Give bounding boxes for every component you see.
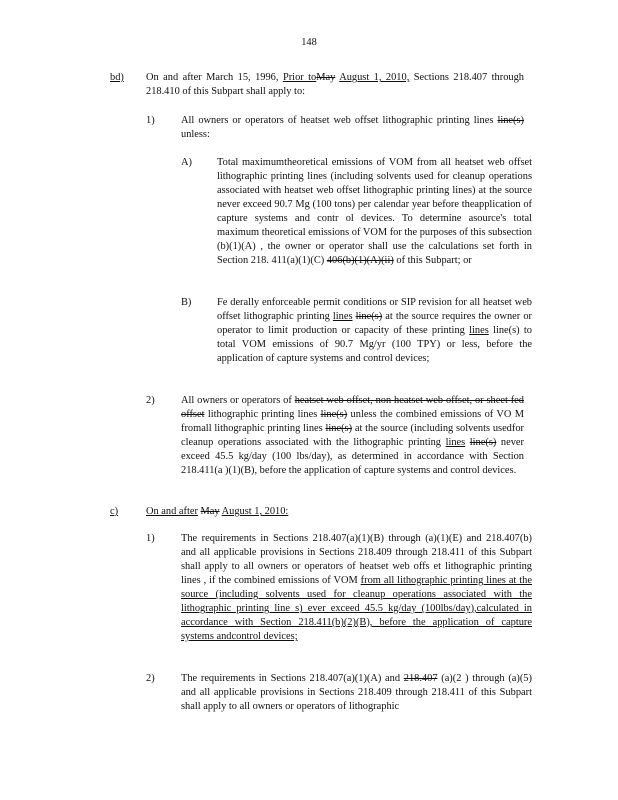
deleted-text: line(s)	[355, 311, 383, 322]
intro-text: through 218.410 of this Subpart shall apply to:	[146, 72, 524, 97]
deleted-text: 218.407	[403, 673, 438, 684]
item-number: 1)	[146, 533, 155, 544]
deleted-text: 406(b)(1)(A)(ii)	[326, 255, 394, 266]
subitem-label: B)	[181, 297, 192, 308]
inserted-text: from all lithographic printing lines at the source (including solvents used for cleanup operations associated with the lithographic printing line s) ever exceed 45.5 kg/day (100lbs/day),calculated in accordance with Section 218.411(b)(2)(B), before the application of capture systems andcontrol devices;	[181, 575, 532, 642]
section-c-intro	[146, 505, 288, 519]
deleted-text: heatset web offset, non heatset web offset, or sheet fed offset	[181, 395, 524, 420]
item-bd-2-text	[181, 394, 524, 478]
page-number: 148	[301, 37, 317, 48]
subitem-label: A)	[181, 157, 192, 168]
deleted-text: May	[316, 72, 336, 83]
paragraph-text: never exceed 45.5 kg/day (100 lbs/day), as determined in accordance with Section 218.411(a )(1)(B), before the application of capture systems and control devices.	[181, 437, 524, 476]
paragraph-text: The requirements in Sections 218.407(a)(1)(A) and	[181, 673, 401, 684]
paragraph-text: at the source (including solvents usedfor cleanup operations associated with the lithographic printing	[181, 423, 524, 448]
deleted-text: line(s)	[320, 409, 348, 420]
subitem-A-text	[217, 156, 532, 268]
deleted-text: line(s)	[325, 423, 353, 434]
paragraph-text: line(s) to total VOM emissions of 90.7 Mg/yr (100 TPY) or less, before the application of capture systems and control devices;	[217, 325, 532, 364]
intro-text: On and after March 15, 1996,	[146, 72, 279, 83]
deleted-text: line(s)	[469, 437, 497, 448]
item-bd-1-text	[181, 114, 524, 142]
inserted-text: lines	[469, 325, 489, 336]
paragraph-text: at the source requires the owner or operator to limit production or capacity of these printing	[217, 311, 532, 336]
paragraph-text: lithographic printing lines	[207, 409, 318, 420]
deleted-text: May	[200, 506, 220, 517]
intro-text: Sections 218.407	[413, 72, 488, 83]
item-number: 2)	[146, 395, 155, 406]
deleted-text: line(s)	[497, 115, 524, 126]
paragraph-text: of this Subpart; or	[396, 255, 472, 266]
item-number: 2)	[146, 673, 155, 684]
inserted-text: lines	[445, 437, 466, 448]
item-c-2-text	[181, 672, 532, 714]
inserted-date: August 1, 2010:	[221, 506, 289, 517]
inserted-text: On and after	[146, 506, 198, 517]
paragraph-text: All owners or operators of	[181, 395, 292, 406]
section-label-c: c)	[110, 506, 119, 517]
subitem-B-text	[217, 296, 532, 366]
section-label-bd: bd)	[110, 72, 124, 83]
paragraph-text: unless:	[181, 129, 210, 140]
paragraph-text: Total maximumtheoretical emissions of VOM from all heatset web offset lithographic printing lines (including solvents used for cleanup operations associated with heatset web offset lithographic printing lines) at the source never exceed 90.7 Mg (100 tons) per calendar year before theapplication of capture systems and contr ol devices. To determine asource's total maximum theoretical emissions of VOM for the purposes of this subsection (b)(1)(A) , the owner or operator shall use the calculations set forth in Section 218. 411(a)(1)(C)	[217, 157, 532, 266]
paragraph-text: unless the combined emissions of VO M fromall lithographic printing lines	[181, 409, 524, 434]
paragraph-text: All owners or operators of heatset web offset lithographic printing lines	[181, 115, 494, 126]
paragraph-text: Fe derally enforceable permit conditions or SIP revision for all heatset web offset lithographic printing	[217, 297, 532, 322]
paragraph-text: The requirements in Sections 218.407(a)(1)(B) through (a)(1)(E) and 218.407(b) and all applicable provisions in Sections 218.409 through 218.411 of this Subpart shall apply to all owners or operators of heatset web offs et lithographic printing lines , if the combined emissions of VOM	[181, 533, 532, 586]
inserted-date: August 1, 2010,	[339, 72, 410, 83]
section-bd-intro	[146, 71, 524, 99]
item-number: 1)	[146, 115, 155, 126]
paragraph-text: (a)(2 ) through (a)(5) and all applicable provisions in Sections 218.409 through 218.411 of this Subpart shall apply to all owners or operators of lithographic	[181, 673, 532, 712]
item-c-1-text	[181, 532, 532, 644]
inserted-text: lines	[332, 311, 353, 322]
inserted-text: Prior to	[282, 72, 317, 83]
